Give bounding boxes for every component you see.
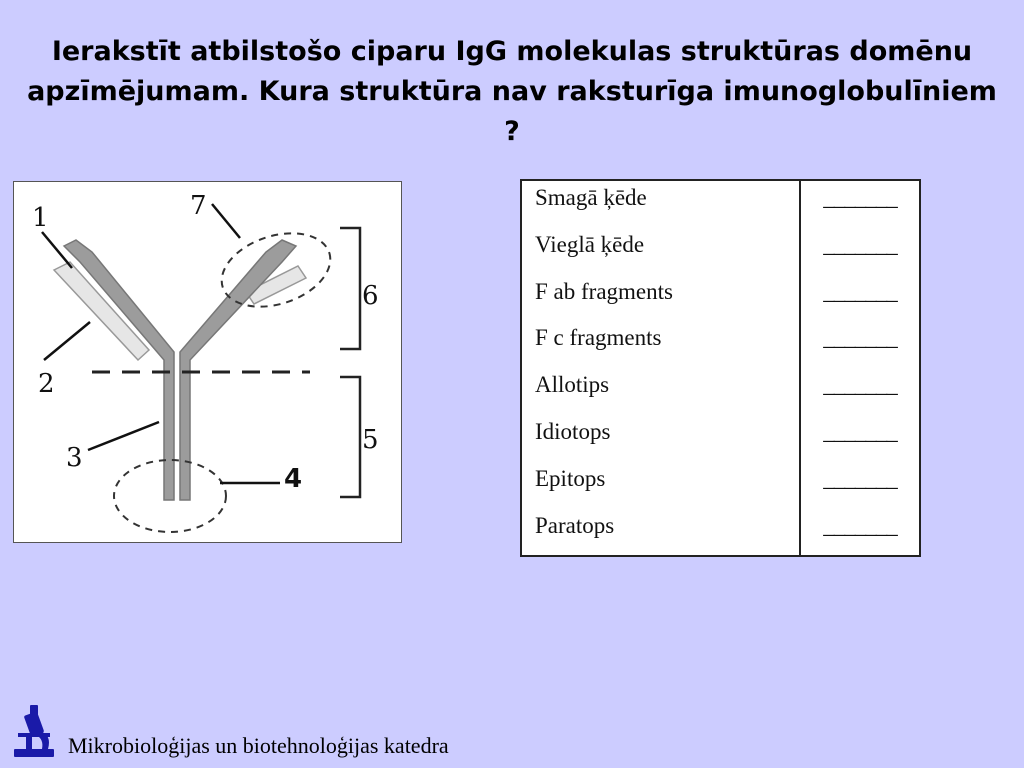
antibody-structure-svg (14, 182, 403, 544)
term-cell: Smagā ķēde (521, 180, 800, 228)
label-5: 5 (362, 425, 379, 455)
label-4: 4 (284, 464, 303, 494)
term-cell: Idiotops (521, 415, 800, 462)
pointer-3 (88, 422, 159, 450)
label-7: 7 (190, 191, 207, 221)
answer-blank[interactable]: _______ (823, 231, 897, 257)
term-cell: F ab fragments (521, 275, 800, 322)
label-3: 3 (66, 443, 83, 473)
microscope-icon (12, 703, 56, 759)
term-cell: Paratops (521, 509, 800, 557)
answer-blank[interactable]: _______ (823, 278, 897, 304)
term-cell: Vieglā ķēde (521, 228, 800, 275)
term-cell: Allotips (521, 368, 800, 415)
slide-title: Ierakstīt atbilstošo ciparu IgG molekulas struktūras domēnu apzīmējumam. Kura struktūra nav raksturīga imunoglobulīniem ? (27, 36, 997, 147)
answer-blank[interactable]: _______ (823, 325, 897, 351)
department-name: Mikrobioloģijas un biotehnoloģijas katedra (68, 733, 449, 758)
answer-blank[interactable]: _______ (823, 418, 897, 444)
bracket-5 (340, 377, 360, 497)
table-row (521, 275, 920, 322)
answer-blank[interactable]: _______ (823, 465, 897, 491)
table-row (521, 509, 920, 557)
pointer-7 (212, 204, 240, 238)
pointer-2 (44, 322, 90, 360)
table-row (521, 415, 920, 462)
table-row (521, 321, 920, 368)
answer-blank[interactable]: _______ (823, 185, 897, 210)
bracket-6 (340, 228, 360, 349)
label-1: 1 (32, 203, 49, 233)
igg-diagram (13, 181, 402, 543)
term-cell: F c fragments (521, 321, 800, 368)
table-row (521, 462, 920, 509)
label-6: 6 (362, 281, 379, 311)
table-row (521, 180, 920, 228)
footer (12, 703, 612, 763)
table-row (521, 228, 920, 275)
label-2: 2 (38, 369, 55, 399)
term-cell: Epitops (521, 462, 800, 509)
answer-table (520, 179, 921, 557)
answer-blank[interactable]: _______ (823, 372, 897, 398)
answer-blank[interactable]: _______ (823, 512, 897, 538)
table-row (521, 368, 920, 415)
